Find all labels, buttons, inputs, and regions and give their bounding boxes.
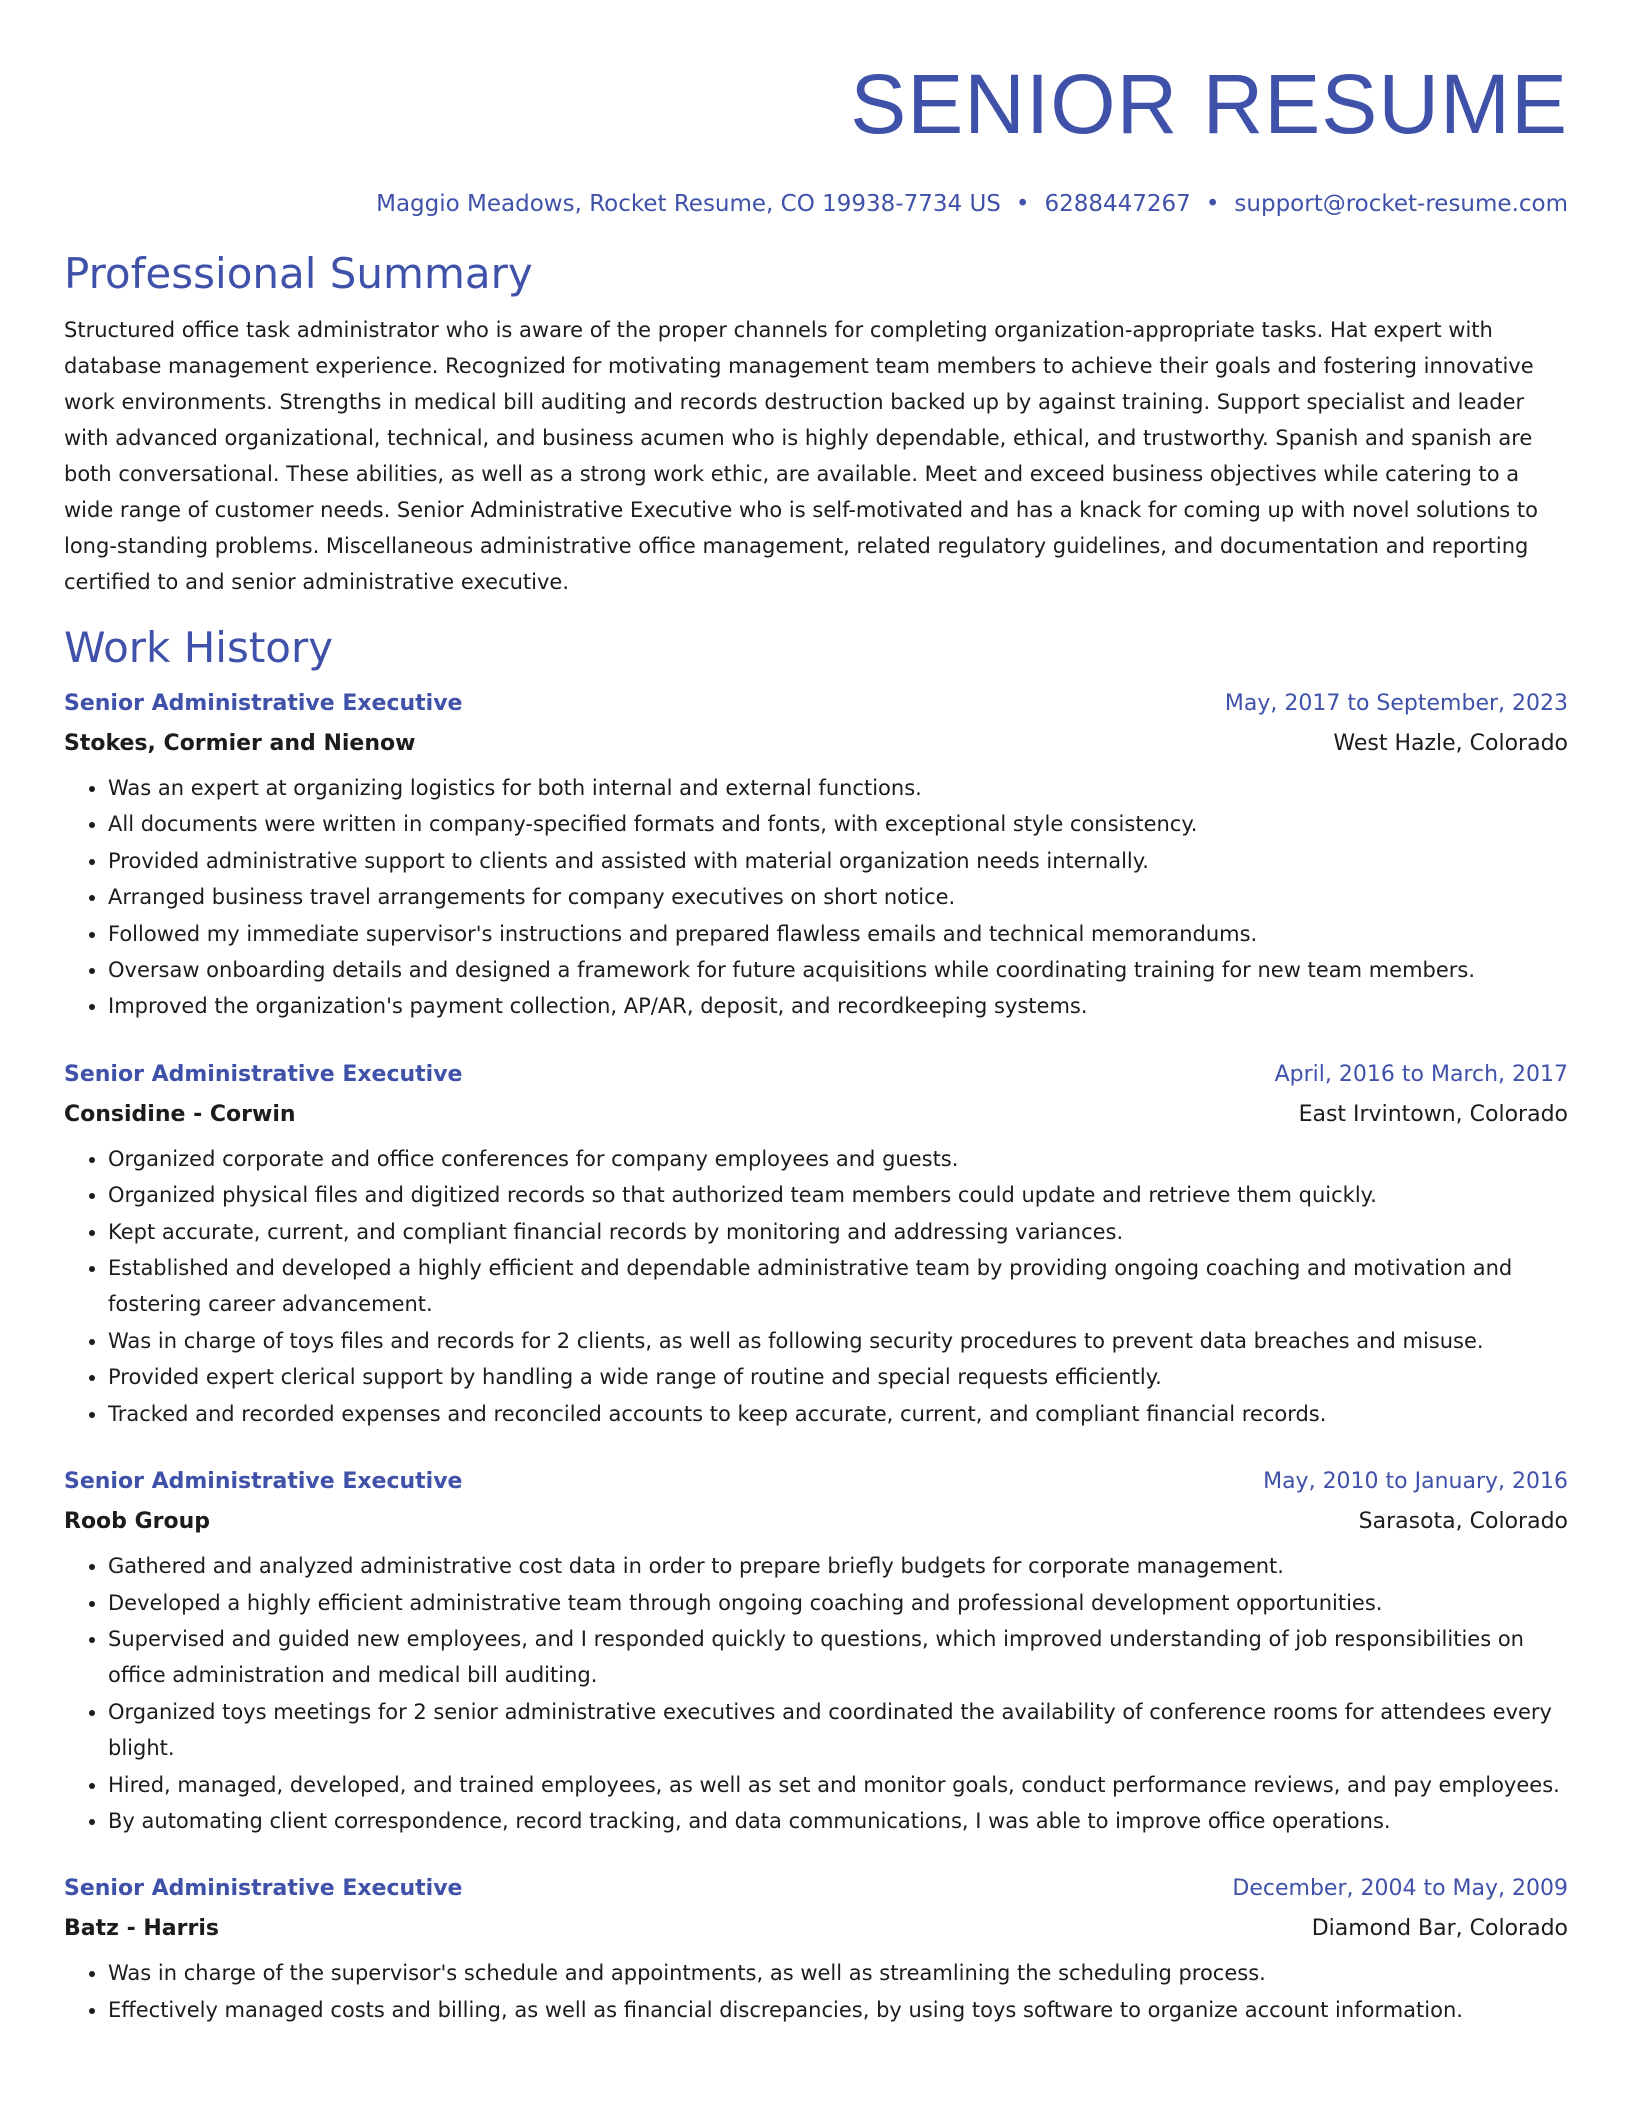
job-title: Senior Administrative Executive <box>64 691 463 716</box>
job-bullet: • Provided expert clerical support by handling a wide range of routine and special requests efficiently. <box>108 1359 1568 1395</box>
summary-text: Structured office task administrator who is aware of the proper channels for completing organization-appropriate tasks. Hat expert with database management experience. Recognized for motivating management team members to achieve their goals and fostering innovative work environments. Strengths in medical bill auditing and records destruction backed up by against training. Support specialist and leader with advanced organizational, technical, and business acumen who is highly dependable, ethical, and trustworthy. Spanish and spanish are both conversational. These abilities, as well as a strong work ethic, are available. Meet and exceed business objectives while catering to a wide range of customer needs. Senior Administrative Executive who is self-motivated and has a knack for coming up with novel solutions to long-standing problems. Miscellaneous administrative office management, related regulatory guidelines, and documentation and reporting certified to and senior administrative executive. <box>64 318 1538 594</box>
job-bullet: • Tracked and recorded expenses and reconciled accounts to keep accurate, current, and compliant financial records. <box>108 1396 1568 1432</box>
contact-address: Maggio Meadows, Rocket Resume, CO 19938-7734 US <box>376 191 1001 217</box>
job-company-row <box>64 1909 1568 1949</box>
job-dates: May, 2010 to January, 2016 <box>1263 1469 1568 1495</box>
job-bullet: • Was an expert at organizing logistics for both internal and external functions. <box>108 770 1568 806</box>
job-title: Senior Administrative Executive <box>64 1469 463 1495</box>
job-bullet: • Was in charge of the supervisor's schedule and appointments, as well as streamlining the scheduling process. <box>108 1955 1568 1991</box>
job-bullet: • Was in charge of toys files and records for 2 clients, as well as following security procedures to prevent data breaches and misuse. <box>108 1323 1568 1359</box>
job-bullet: • Effectively managed costs and billing, as well as financial discrepancies, by using toys software to organize account information. <box>108 1992 1568 2028</box>
contact-phone: 6288447267 <box>1044 191 1191 217</box>
resume-name: SENIOR RESUME <box>850 57 1568 151</box>
job-title-row <box>64 1462 1568 1502</box>
job-dates: May, 2017 to September, 2023 <box>1224 691 1568 716</box>
job-bullet: • Organized corporate and office conferences for company employees and guests. <box>108 1141 1568 1177</box>
summary-heading: Professional Summary <box>64 249 533 298</box>
job-bullet: • Kept accurate, current, and compliant financial records by monitoring and addressing variances. <box>108 1214 1568 1250</box>
job-title: Senior Administrative Executive <box>64 1876 463 1902</box>
work-history-list <box>64 684 1568 2028</box>
job-title-row <box>64 1055 1568 1095</box>
job-company-row <box>64 724 1568 764</box>
resume-header <box>64 0 1568 220</box>
contact-line <box>64 188 1568 220</box>
work-history-heading: Work History <box>64 623 334 672</box>
job-company: Stokes, Cormier and Nienow <box>64 731 416 756</box>
job-company: Batz - Harris <box>64 1916 219 1942</box>
job-dates: April, 2016 to March, 2017 <box>1274 1061 1568 1087</box>
job-bullets <box>64 1955 1568 2028</box>
job-bullet: • Followed my immediate supervisor's instructions and prepared flawless emails and technical memorandums. <box>108 916 1568 952</box>
job-bullet: • Oversaw onboarding details and designed a framework for future acquisitions while coordinating training for new team members. <box>108 952 1568 988</box>
job-title-row <box>64 1869 1568 1909</box>
job-bullet: • Established and developed a highly efficient and dependable administrative team by providing ongoing coaching and motivation and fostering career advancement. <box>108 1250 1568 1323</box>
job-bullets <box>64 1141 1568 1432</box>
job-entry <box>64 684 1568 1025</box>
job-bullet: • Supervised and guided new employees, and I responded quickly to questions, which improved understanding of job responsibilities on office administration and medical bill auditing. <box>108 1621 1568 1694</box>
job-location: West Hazle, Colorado <box>1333 731 1568 756</box>
job-location: Diamond Bar, Colorado <box>1311 1916 1568 1942</box>
job-bullets <box>64 1548 1568 1839</box>
job-location: East Irvintown, Colorado <box>1298 1101 1568 1127</box>
job-entry <box>64 1055 1568 1432</box>
job-bullet: • Organized toys meetings for 2 senior administrative executives and coordinated the availability of conference rooms for attendees every blight. <box>108 1694 1568 1767</box>
job-bullet: • All documents were written in company-specified formats and fonts, with exceptional style consistency. <box>108 806 1568 842</box>
job-dates: December, 2004 to May, 2009 <box>1232 1876 1568 1902</box>
contact-separator: • <box>1205 191 1220 217</box>
job-bullet: • By automating client correspondence, record tracking, and data communications, I was able to improve office operations. <box>108 1803 1568 1839</box>
job-company-row <box>64 1095 1568 1135</box>
job-bullet: • Organized physical files and digitized records so that authorized team members could update and retrieve them quickly. <box>108 1177 1568 1213</box>
job-bullet: • Developed a highly efficient administrative team through ongoing coaching and professional development opportunities. <box>108 1585 1568 1621</box>
job-location: Sarasota, Colorado <box>1358 1509 1568 1535</box>
job-entry <box>64 1869 1568 2028</box>
job-bullet: • Arranged business travel arrangements for company executives on short notice. <box>108 879 1568 915</box>
job-bullet: • Gathered and analyzed administrative cost data in order to prepare briefly budgets for corporate management. <box>108 1548 1568 1584</box>
job-title-row <box>64 684 1568 724</box>
job-company: Considine - Corwin <box>64 1101 296 1127</box>
job-bullet: • Improved the organization's payment collection, AP/AR, deposit, and recordkeeping systems. <box>108 988 1568 1024</box>
job-bullets <box>64 770 1568 1025</box>
contact-email: support@rocket-resume.com <box>1234 191 1568 217</box>
job-entry <box>64 1462 1568 1839</box>
job-company: Roob Group <box>64 1509 211 1535</box>
contact-separator: • <box>1015 191 1030 217</box>
job-bullet: • Hired, managed, developed, and trained employees, as well as set and monitor goals, conduct performance reviews, and pay employees. <box>108 1767 1568 1803</box>
job-title: Senior Administrative Executive <box>64 1061 463 1087</box>
job-company-row <box>64 1502 1568 1542</box>
job-bullet: • Provided administrative support to clients and assisted with material organization needs internally. <box>108 843 1568 879</box>
